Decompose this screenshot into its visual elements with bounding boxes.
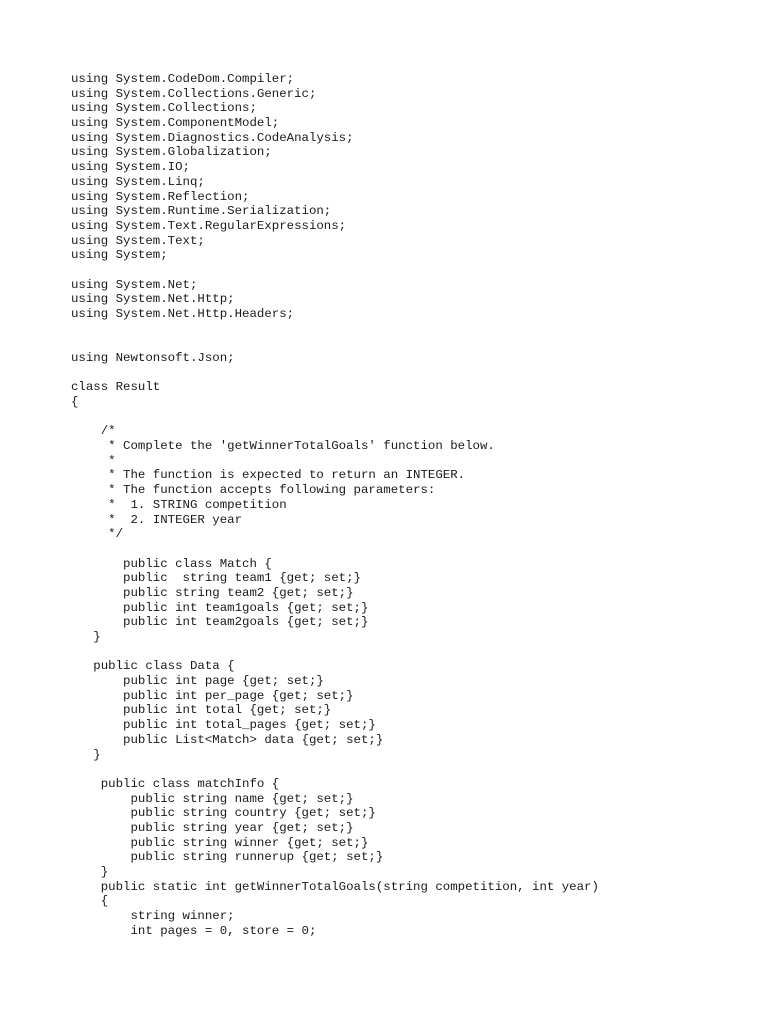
code-line: using System.Runtime.Serialization; (71, 204, 332, 219)
code-line: public static int getWinnerTotalGoals(string competition, int year) (71, 879, 599, 894)
code-listing (71, 72, 599, 938)
code-line: public string team2 {get; set;} (71, 585, 354, 600)
code-line: public int team1goals {get; set;} (71, 600, 369, 615)
code-line: using System.Linq; (71, 174, 205, 189)
code-line: * The function is expected to return an INTEGER. (71, 468, 466, 483)
code-line: public int total_pages {get; set;} (71, 718, 376, 733)
code-line: * 1. STRING competition (71, 497, 287, 512)
code-line: public class Data { (71, 659, 235, 674)
code-line: using System.IO; (71, 160, 190, 175)
code-line: { (71, 395, 79, 410)
code-line: using System.CodeDom.Compiler; (71, 72, 295, 86)
code-line: public List<Match> data {get; set;} (71, 732, 384, 747)
code-line: using System.Diagnostics.CodeAnalysis; (71, 130, 354, 145)
code-line (71, 336, 599, 351)
code-line: * The function accepts following parameters: (71, 483, 436, 498)
code-line: */ (71, 527, 124, 542)
code-line: } (71, 865, 109, 879)
code-line: using System.Collections.Generic; (71, 86, 317, 101)
code-line: using System.Net; (71, 277, 198, 292)
code-line: using System.Collections; (71, 101, 257, 116)
code-line: public string team1 {get; set;} (71, 571, 361, 586)
code-line: using System; (71, 248, 168, 263)
code-line: using System.Net.Http.Headers; (71, 306, 295, 321)
code-line (71, 366, 599, 381)
code-line: public int page {get; set;} (71, 674, 324, 689)
code-line: using System.Reflection; (71, 189, 250, 204)
code-line: public int team2goals {get; set;} (71, 615, 369, 630)
code-line (71, 263, 599, 278)
code-line (71, 542, 599, 557)
code-line: public int per_page {get; set;} (71, 688, 354, 703)
code-line: public class Match { (71, 556, 272, 571)
code-line: public string winner {get; set;} (71, 835, 369, 850)
code-line: /* (71, 424, 116, 439)
code-line: using System.ComponentModel; (71, 116, 280, 131)
code-line (71, 645, 599, 660)
code-line: using System.Text.RegularExpressions; (71, 218, 347, 233)
code-line: } (71, 630, 101, 645)
code-line: class Result (71, 380, 161, 395)
code-line: using System.Text; (71, 233, 205, 248)
code-line (71, 322, 599, 337)
code-line: public string year {get; set;} (71, 820, 354, 835)
code-line: using System.Net.Http; (71, 292, 235, 307)
code-line (71, 762, 599, 777)
code-line: using Newtonsoft.Json; (71, 351, 235, 366)
code-line (71, 410, 599, 425)
code-line: public string country {get; set;} (71, 806, 376, 821)
code-line: public string runnerup {get; set;} (71, 850, 384, 865)
code-line: * Complete the 'getWinnerTotalGoals' function below. (71, 439, 495, 454)
code-line: using System.Globalization; (71, 145, 272, 160)
code-line: { (71, 894, 109, 909)
code-line: } (71, 747, 101, 762)
code-line: * (71, 453, 116, 468)
code-line: int pages = 0, store = 0; (71, 923, 317, 938)
code-line: public string name {get; set;} (71, 791, 354, 806)
code-line: * 2. INTEGER year (71, 512, 243, 527)
code-line: public int total {get; set;} (71, 703, 332, 718)
code-line: string winner; (71, 909, 235, 924)
code-line: public class matchInfo { (71, 776, 280, 791)
